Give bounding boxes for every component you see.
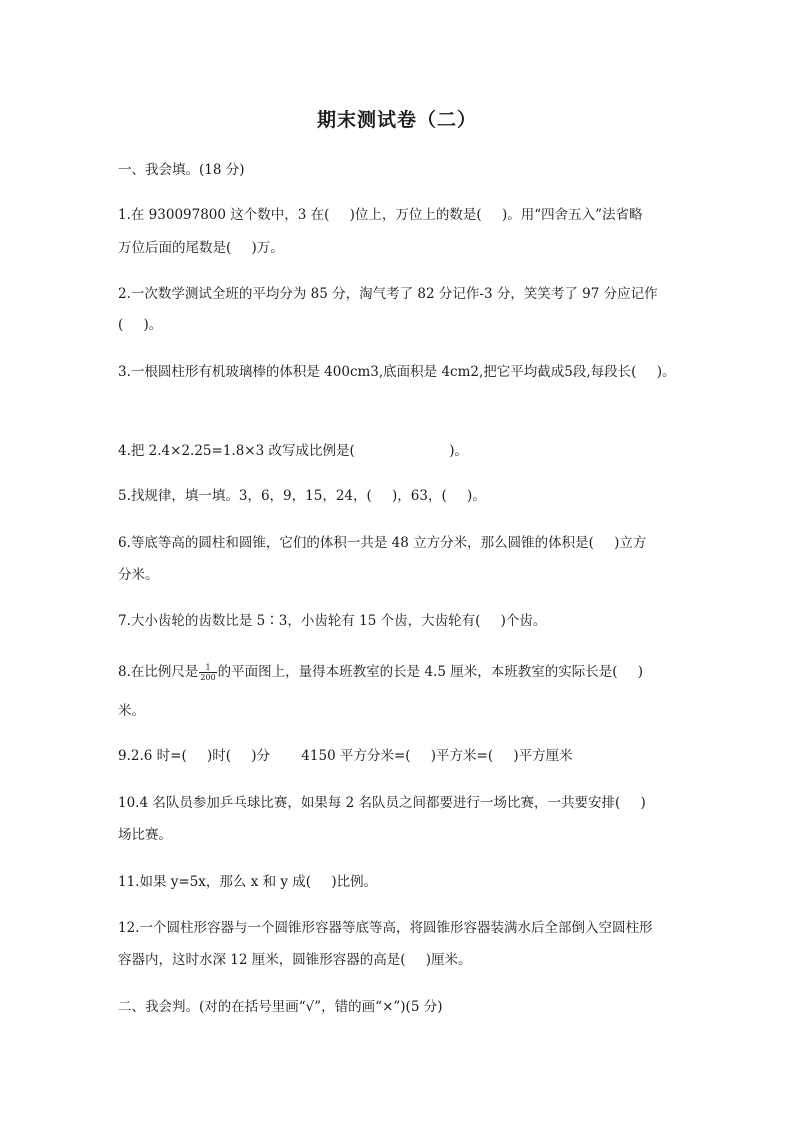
question-6-line-1: 6.等底等高的圆柱和圆锥，它们的体积一共是 48 立方分米，那么圆锥的体积是( )立方 <box>118 535 647 551</box>
fraction-numerator: 1 <box>199 663 216 673</box>
question-9: 9.2.6 时=( )时( )分 4150 平方分米=( )平方米=( )平方厘米 <box>118 748 573 764</box>
section2-heading: 二、我会判。(对的在括号里画“√”，错的画“×”)(5 分) <box>118 999 443 1015</box>
question-7: 7.大小齿轮的齿数比是 5∶3，小齿轮有 15 个齿，大齿轮有( )个齿。 <box>118 613 547 629</box>
question-10-line-1: 10.4 名队员参加乒乓球比赛，如果每 2 名队员之间都要进行一场比赛，一共要安排( ) <box>118 795 646 811</box>
fraction-denominator: 200 <box>200 673 216 682</box>
question-8-post: 的平面图上，量得本班教室的长是 4.5 厘米，本班教室的实际长是( ) <box>217 664 644 680</box>
question-5: 5.找规律，填一填。3，6，9，15，24，( )，63，( )。 <box>118 488 486 504</box>
scale-fraction <box>199 663 216 682</box>
question-8-line-1 <box>118 662 688 682</box>
question-11: 11.如果 y=5x，那么 x 和 y 成( )比例。 <box>118 874 378 890</box>
question-8-line-2: 米。 <box>118 703 145 719</box>
question-4: 4.把 2.4×2.25=1.8×3 改写成比例是( )。 <box>118 443 469 459</box>
question-10-line-2: 场比赛。 <box>118 827 172 843</box>
question-8-pre: 8.在比例尺是 <box>118 664 199 680</box>
question-3: 3.一根圆柱形有机玻璃棒的体积是 400cm3,底面积是 4cm2,把它平均截成5段,每段长( )。 <box>118 364 676 380</box>
question-6-line-2: 分米。 <box>118 567 159 583</box>
question-1-line-2: 万位后面的尾数是( )万。 <box>118 240 284 256</box>
question-2-line-2: ( )。 <box>118 317 163 333</box>
question-1-line-1: 1.在 930097800 这个数中，3 在( )位上，万位上的数是( )。用“四舍五入”法省略 <box>118 207 643 223</box>
question-2-line-1: 2.一次数学测试全班的平均分为 85 分，淘气考了 82 分记作-3 分，笑笑考了 97 分应记作 <box>118 286 658 302</box>
section1-heading: 一、我会填。(18 分) <box>118 162 245 178</box>
page-title: 期末测试卷（二） <box>316 109 477 131</box>
question-12-line-2: 容器内，这时水深 12 厘米，圆锥形容器的高是( )厘米。 <box>118 952 472 968</box>
question-12-line-1: 12.一个圆柱形容器与一个圆锥形容器等底等高，将圆锥形容器装满水后全部倒入空圆柱形 <box>118 920 653 936</box>
